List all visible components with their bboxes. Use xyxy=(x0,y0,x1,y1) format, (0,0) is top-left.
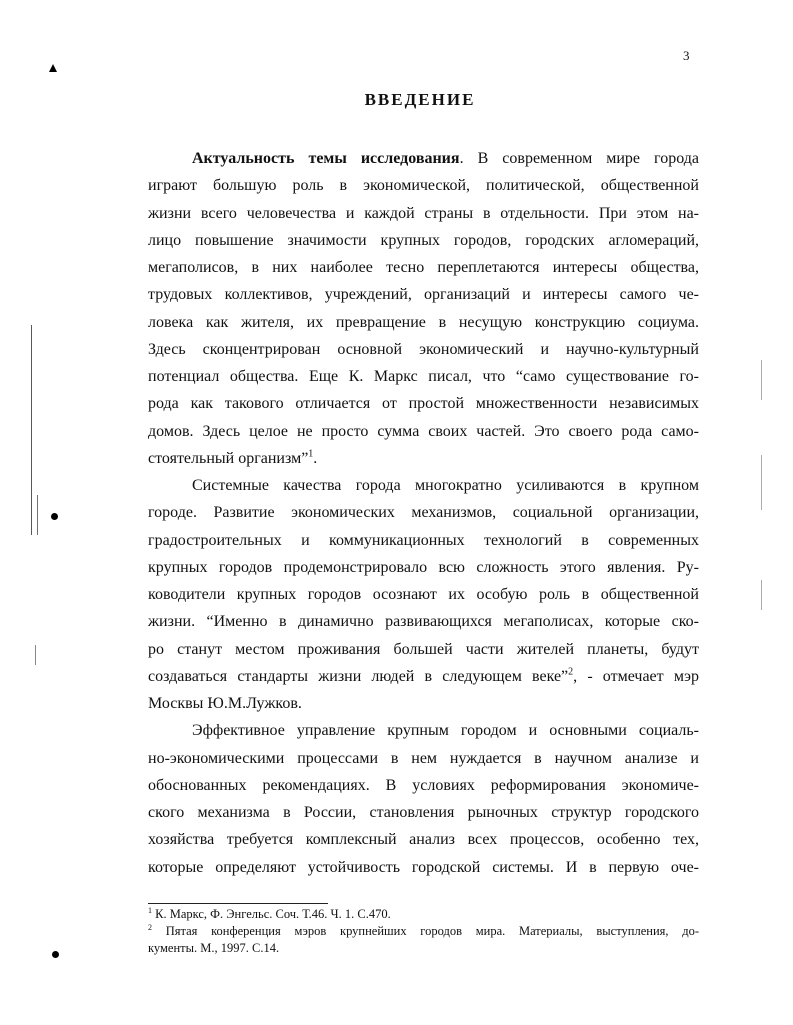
footnote-1 xyxy=(148,906,699,923)
scan-edge-line xyxy=(31,325,32,535)
paragraph-line xyxy=(148,663,699,690)
paragraph-line: Эффективное управление крупным городом и основными социаль- xyxy=(192,722,699,740)
paragraph-line: мегаполисов, в них наиболее тесно переплетаются интересы общества, xyxy=(148,259,699,276)
footnote-2 xyxy=(148,923,699,940)
punch-hole xyxy=(52,951,59,958)
footnote-2-continued: кументы. М., 1997. С.14. xyxy=(148,941,280,955)
paragraph-line: жизни всего человечества и каждой страны в отдельности. При этом на- xyxy=(148,204,699,222)
scan-edge-line xyxy=(35,645,36,665)
paragraph-line: городе. Развитие экономических механизмов, социальной организации, xyxy=(148,504,699,522)
paragraph-line: ловека как жителя, их превращение в несущую конструкцию социума. xyxy=(148,313,699,331)
page-number: 3 xyxy=(683,48,690,63)
paragraph-line: градостроительных и коммуникационных технологий в современных xyxy=(148,531,699,549)
paragraph-line: лицо повышение значимости крупных городов, городских агломераций, xyxy=(148,231,699,249)
paragraph-line: потенциал общества. Еще К. Маркс писал, что “само существование го- xyxy=(148,368,699,385)
paragraph-line: Москвы Ю.М.Лужков. xyxy=(148,695,302,712)
paragraph-line: хозяйства требуется комплексный анализ всех процессов, особенно тех, xyxy=(148,831,699,849)
scan-edge-line xyxy=(37,495,38,535)
scan-edge-line xyxy=(761,580,762,610)
section-heading: ВВЕДЕНИЕ xyxy=(364,90,476,109)
footnote-ref-1[interactable]: 1 xyxy=(308,448,314,460)
paragraph-line: Системные качества города многократно усиливаются в крупном xyxy=(192,477,699,494)
paragraph-line: обоснованных рекомендациях. В условиях реформирования экономиче- xyxy=(148,776,699,794)
scan-edge-line xyxy=(761,360,762,400)
line-text: . В современном мире города xyxy=(459,150,700,167)
punch-hole xyxy=(51,513,58,520)
footnote-mark: 1 xyxy=(148,905,152,915)
paragraph-line: жизни. “Именно в динамично развивающихся мегаполисах, которые ско- xyxy=(148,613,699,631)
paragraph-line: домов. Здесь целое не просто сумма своих частей. Это своего рода само- xyxy=(148,422,699,440)
scan-mark-triangle xyxy=(49,64,57,72)
scan-edge-line xyxy=(761,455,762,510)
footnote-ref-2[interactable]: 2 xyxy=(568,666,574,678)
paragraph-line: но-экономическими процессами в нем нуждается в научном анализе и xyxy=(148,749,699,767)
line-text: стоятельный организм” xyxy=(148,449,309,467)
footnote-text: Пятая конференция мэров крупнейших городов мира. Материалы, выступления, до- xyxy=(152,924,699,938)
line-text: , - отмечает мэр xyxy=(573,667,700,685)
paragraph-line: играют большую роль в экономической, политической, общественной xyxy=(148,177,699,195)
footnotes xyxy=(148,906,699,957)
paragraph-line: трудовых коллективов, учреждений, организаций и интересы самого че- xyxy=(148,286,699,304)
line-text: создаваться стандарты жизни людей в следующем веке” xyxy=(148,667,569,685)
footnote-separator xyxy=(148,903,328,904)
footnote-text: К. Маркс, Ф. Энгельс. Соч. Т.46. Ч. 1. С.470. xyxy=(152,907,391,921)
line-text: . xyxy=(313,449,318,467)
paragraph-line xyxy=(148,145,699,172)
paragraph-line: Здесь сконцентрирован основной экономический и научно-культурный xyxy=(148,340,699,358)
paragraph-line: рода как такового отличается от простой множественности независимых xyxy=(148,395,699,413)
paragraph-line: ского механизма в России, становления рыночных структур городского xyxy=(148,804,699,821)
footnote-mark: 2 xyxy=(148,922,152,932)
paragraph-line xyxy=(148,445,699,472)
paragraph-line: ководители крупных городов осознают их особую роль в общественной xyxy=(148,586,699,603)
paragraph-line: крупных городов продемонстрировало всю сложность этого явления. Ру- xyxy=(148,558,699,576)
paragraph-line: ро станут местом проживания большей части жителей планеты, будут xyxy=(148,640,699,658)
lead-bold-phrase: Актуальность темы исследования xyxy=(192,150,460,167)
paragraph-line: которые определяют устойчивость городской системы. И в первую оче- xyxy=(148,858,699,876)
body-text xyxy=(148,145,699,881)
